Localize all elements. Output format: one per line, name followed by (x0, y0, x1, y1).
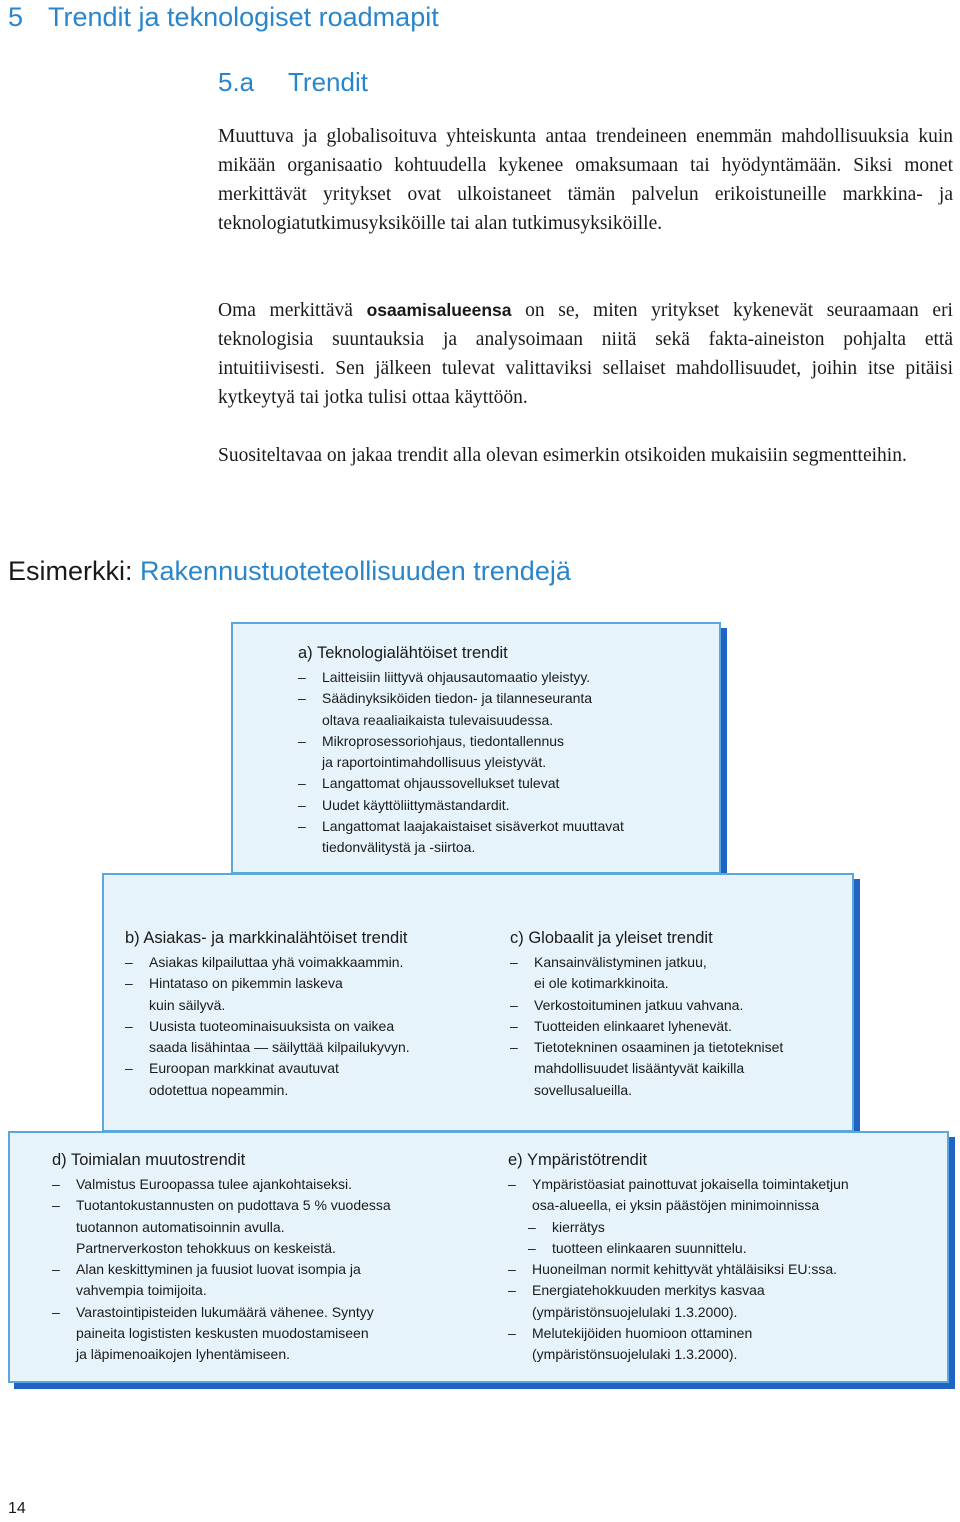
trend-card-d (52, 1150, 391, 1366)
list-item: – tuotteen elinkaaren suunnittelu. (508, 1238, 849, 1259)
list-item: – Huoneilman normit kehittyvät yhtäläisiksi EU:ssa. (508, 1259, 849, 1280)
list-item: – Tuotantokustannusten on pudottava 5 % vuodessa tuotannon automatisoinnin avulla. (52, 1195, 391, 1238)
list-item: – Valmistus Euroopassa tulee ajankohtaiseksi. (52, 1174, 391, 1195)
list-item: – Tietotekninen osaaminen ja tietotekniset mahdollisuudet lisääntyvät kaikilla sovellusalueilla. (510, 1037, 783, 1101)
subsection-heading (218, 67, 368, 98)
trend-card-c-list (510, 952, 783, 1101)
trend-card-b-list (125, 952, 410, 1101)
trend-card-d-title: d) Toimialan muutostrendit (52, 1151, 246, 1169)
example-title: Rakennustuoteteollisuuden trendejä (140, 556, 571, 586)
page-number: 14 (8, 1500, 26, 1517)
paragraph-2-start: Oma merkittävä (218, 300, 367, 321)
section-title: Trendit ja teknologiset roadmapit (48, 2, 439, 32)
paragraph-1: Muuttuva ja globalisoituva yhteiskunta antaa trendeineen enemmän mahdollisuuksia kuin mikään organisaatio kohtuudella kykenee omaksumaan tai hyödyntämään. Siksi monet merkittävät yritykset ovat ulkoistaneet tämän palvelun erikoistuneille markkina- ja teknologiatutkimusyksiköille tai alan tutkimusyksiköille. (218, 126, 953, 234)
list-item: – Mikroprosessoriohjaus, tiedontallennus ja raportointimahdollisuus yleistyvät. (298, 731, 624, 774)
paragraph-3: Suositeltavaa on jakaa trendit alla olevan esimerkin otsikoiden mukaisiin segmentteihin. (218, 445, 907, 466)
section-number: 5 (8, 2, 24, 32)
list-item: – Uudet käyttöliittymästandardit. (298, 795, 624, 816)
trend-card-c (510, 928, 783, 1101)
trend-card-b-title: b) Asiakas- ja markkinalähtöiset trendit (125, 929, 408, 947)
trend-card-b (125, 928, 410, 1101)
list-item: – Ympäristöasiat painottuvat jokaisella toimintaketjun osa-alueella, ei yksin päästöjen minimoinnissa (508, 1174, 849, 1217)
trend-card-c-title: c) Globaalit ja yleiset trendit (510, 929, 713, 947)
paragraph-2-bold: osaamisalueensa (366, 300, 512, 320)
list-item: – Säädinyksiköiden tiedon- ja tilanneseuranta oltava reaaliaikaista tulevaisuudessa. (298, 688, 624, 731)
example-heading (8, 556, 571, 587)
list-item: – Melutekijöiden huomioon ottaminen (ympäristönsuojelulaki 1.3.2000). (508, 1323, 849, 1366)
list-item: – Tuotteiden elinkaaret lyhenevät. (510, 1016, 783, 1037)
paragraph-2 (218, 296, 953, 412)
list-item: – Uusista tuoteominaisuuksista on vaikea saada lisähintaa — säilyttää kilpailukyvyn. (125, 1016, 410, 1059)
trend-card-a-list (298, 667, 624, 859)
section-heading (8, 2, 439, 33)
trend-card-d-list (52, 1174, 391, 1366)
list-item: – Alan keskittyminen ja fuusiot luovat isompia ja vahvempia toimijoita. (52, 1259, 391, 1302)
list-item: – Asiakas kilpailuttaa yhä voimakkaammin. (125, 952, 410, 973)
paragraph-2-end: on se, miten yritykset kykenevät seuraamaan eri teknologisia suuntauksia ja analysoimaan niitä sekä fakta-aineiston pohjalta että intuitiivisesti. Sen jälkeen tulevat valittaviksi sellaiset mahdollisuudet, joihin itse pitäisi kytkeytyä tai jotka tulisi ottaa käyttöön. (218, 300, 953, 408)
trend-card-a (298, 643, 624, 859)
list-item: – Verkostoituminen jatkuu vahvana. (510, 995, 783, 1016)
list-item: – Langattomat laajakaistaiset sisäverkot muuttavat tiedonvälitystä ja -siirtoa. (298, 816, 624, 859)
trend-card-e-title: e) Ympäristötrendit (508, 1151, 648, 1169)
trend-card-e (508, 1150, 849, 1366)
list-item: – Kansainvälistyminen jatkuu, ei ole kotimarkkinoita. (510, 952, 783, 995)
list-item: – Energiatehokkuuden merkitys kasvaa (ympäristönsuojelulaki 1.3.2000). (508, 1280, 849, 1323)
list-item: – Varastointipisteiden lukumäärä vähenee. Syntyy paineita logististen keskusten muodostamiseen ja läpimenoaikojen lyhentämiseen. (52, 1302, 391, 1366)
example-label: Esimerkki: (8, 556, 133, 586)
list-item: – Hintataso on pikemmin laskeva kuin säilyvä. (125, 973, 410, 1016)
list-item: Partnerverkoston tehokkuus on keskeistä. (76, 1239, 336, 1256)
subsection-title: Trendit (288, 67, 368, 97)
trend-card-a-title: a) Teknologialähtöiset trendit (298, 644, 508, 662)
list-item: – Euroopan markkinat avautuvat odotettua nopeammin. (125, 1058, 410, 1101)
subsection-number: 5.a (218, 67, 255, 97)
list-item: – Langattomat ohjaussovellukset tulevat (298, 773, 624, 794)
list-item: – Laitteisiin liittyvä ohjausautomaatio yleistyy. (298, 667, 624, 688)
list-item: – kierrätys (508, 1217, 849, 1238)
trend-card-e-list (508, 1174, 849, 1366)
